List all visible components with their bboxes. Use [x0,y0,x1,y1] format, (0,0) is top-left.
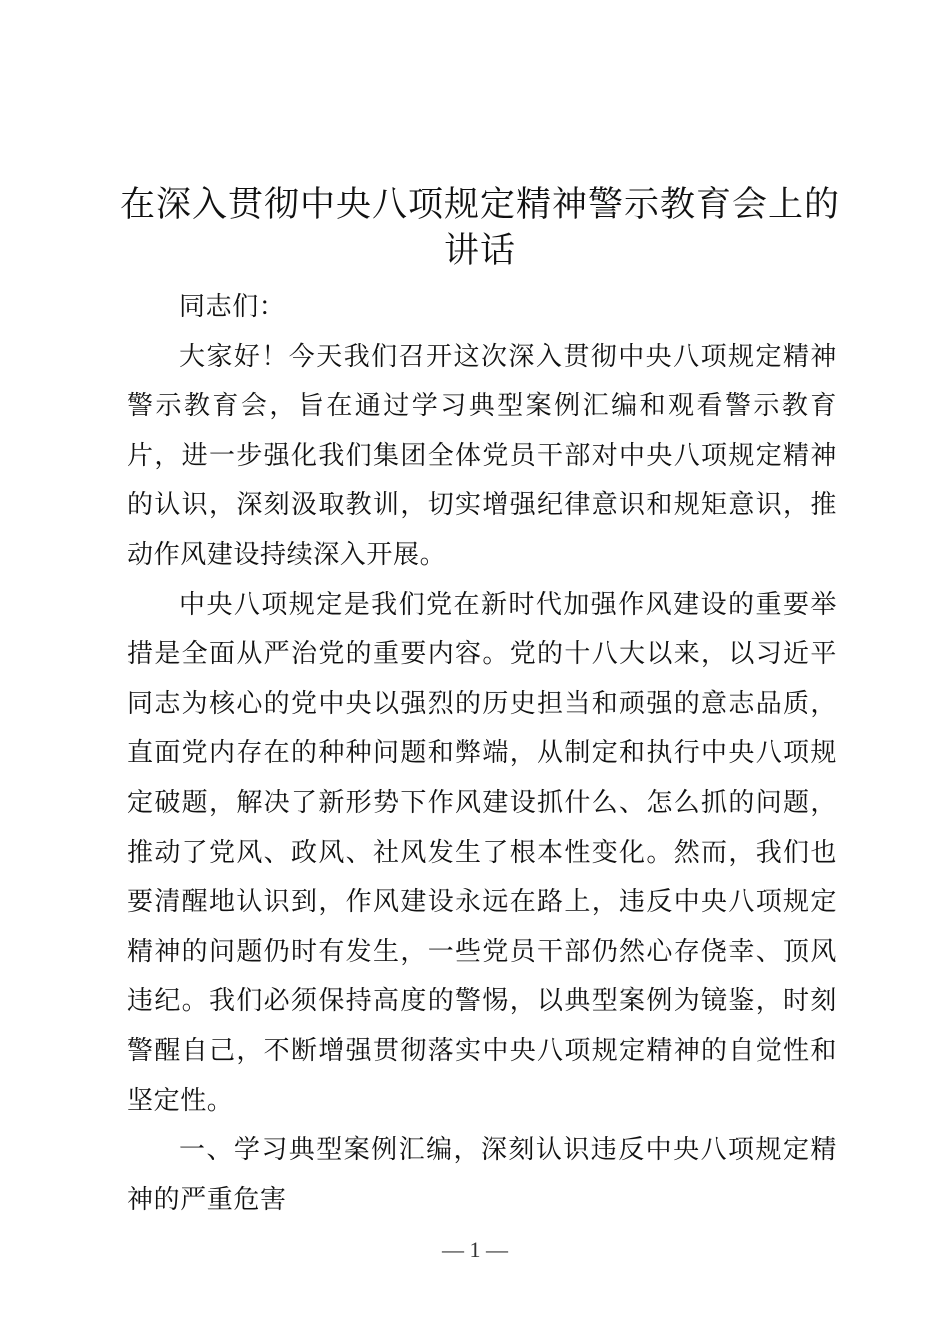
document-title: 在深入贯彻中央八项规定精神警示教育会上的讲话 [119,185,840,271]
paragraph-background: 中央八项规定是我们党在新时代加强作风建设的重要举措是全面从严治党的重要内容。党的十八大以来，以习近平同志为核心的党中央以强烈的历史担当和顽强的意志品质，直面党内存在的种种问题和弊端，从制定和执行中央八项规定破题，解决了新形势下作风建设抓什么、怎么抓的问题，推动了党风、政风、社风发生了根本性变化。然而，我们也要清醒地认识到，作风建设永远在路上，违反中央八项规定精神的问题仍时有发生，一些党员干部仍然心存侥幸、顶风违纪。我们必须保持高度的警惕，以典型案例为镜鉴，时刻警醒自己，不断增强贯彻落实中央八项规定精神的自觉性和坚定性。 [127,589,837,1116]
document-body [127,283,837,1225]
section-heading-1: 一、学习典型案例汇编，深刻认识违反中央八项规定精神的严重危害 [127,1135,837,1215]
salutation: 同志们： [179,292,286,322]
paragraph-intro: 大家好！今天我们召开这次深入贯彻中央八项规定精神警示教育会，旨在通过学习典型案例汇编和观看警示教育片，进一步强化我们集团全体党员干部对中央八项规定精神的认识，深刻汲取教训，切实增强纪律意识和规矩意识，推动作风建设持续深入开展。 [127,341,837,570]
page-number: — 1 — [442,1237,508,1262]
